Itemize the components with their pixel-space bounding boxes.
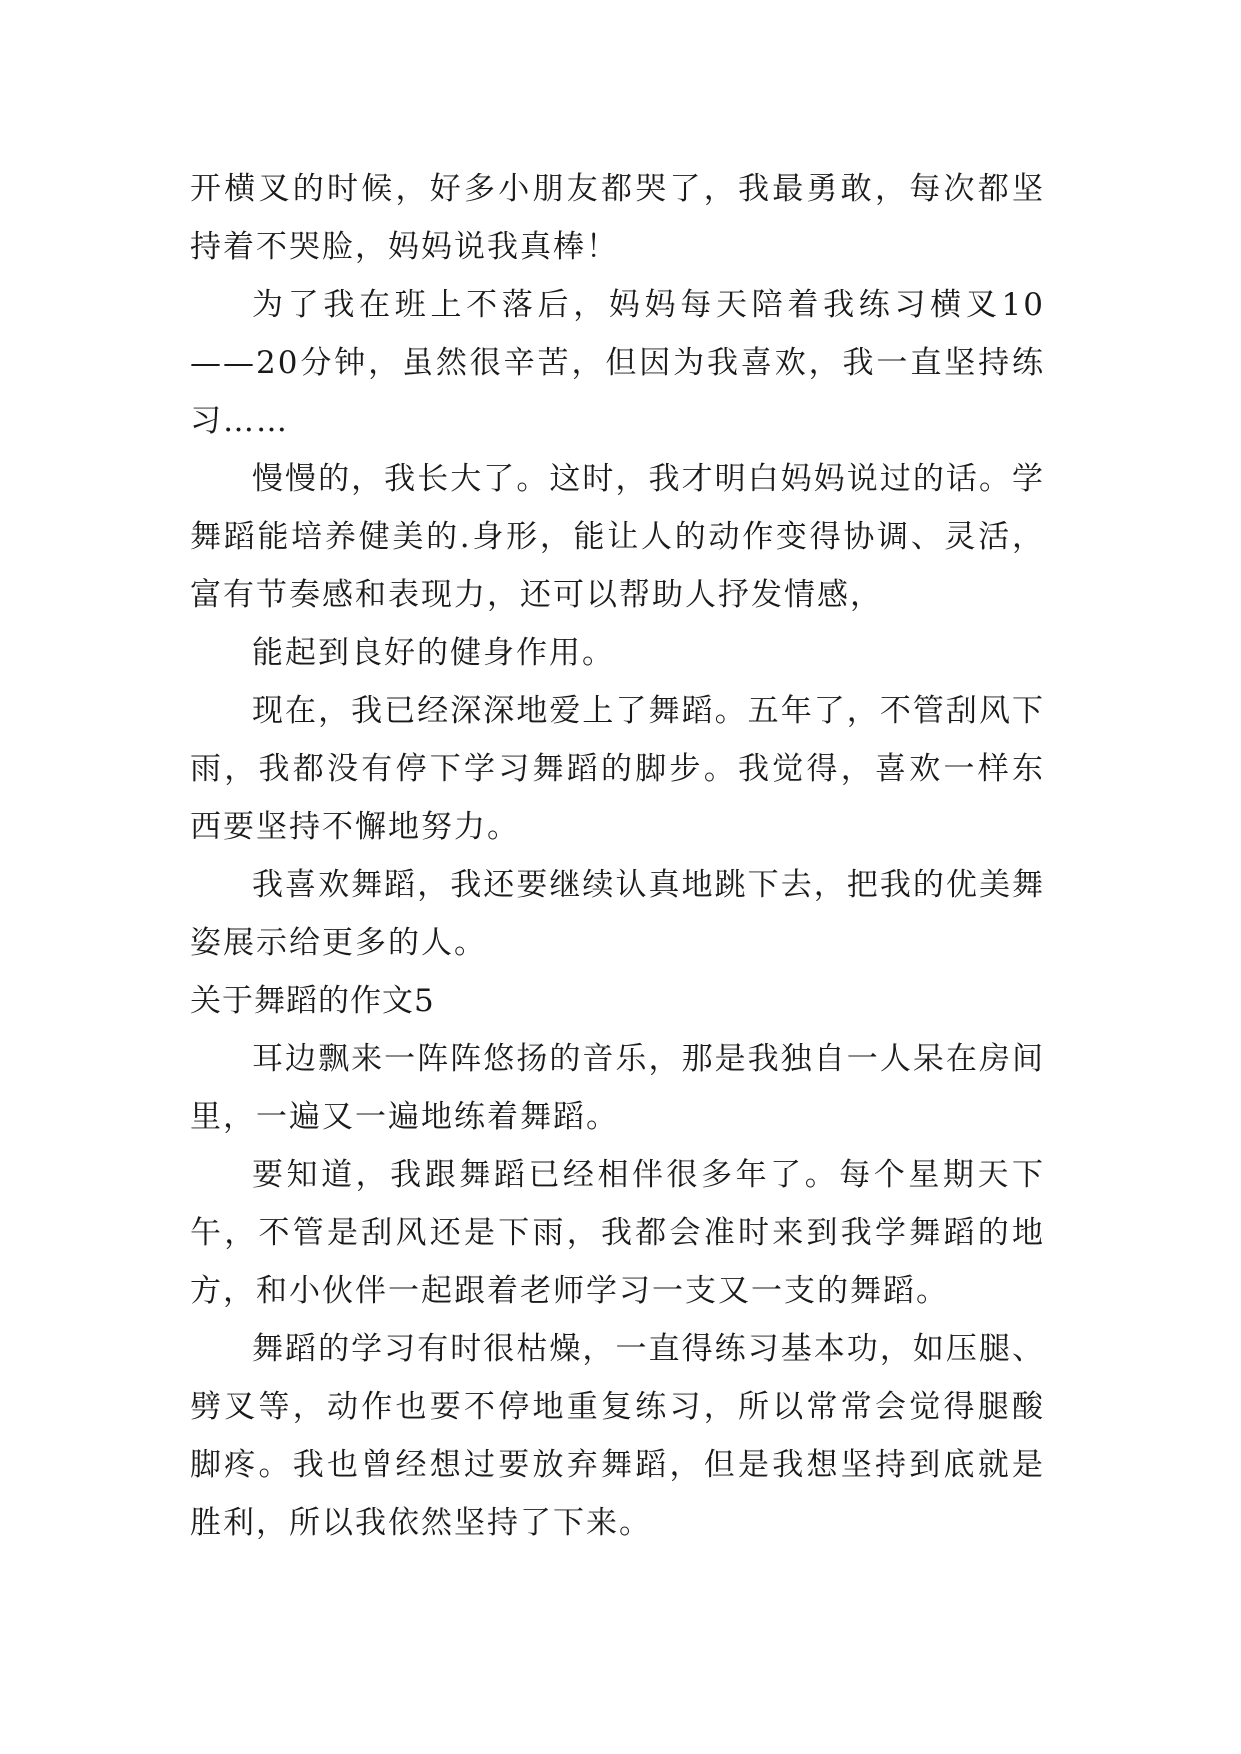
essay-body: [190, 160, 1045, 1552]
paragraph: 慢慢的，我长大了。这时，我才明白妈妈说过的话。学舞蹈能培养健美的.身形，能让人的动作变得协调、灵活，富有节奏感和表现力，还可以帮助人抒发情感，: [190, 461, 1045, 613]
section-heading: 关于舞蹈的作文5: [190, 983, 435, 1019]
paragraph: 开横叉的时候，好多小朋友都哭了，我最勇敢，每次都坚持着不哭脸，妈妈说我真棒！: [190, 171, 1045, 265]
paragraph: 耳边飘来一阵阵悠扬的音乐，那是我独自一人呆在房间里，一遍又一遍地练着舞蹈。: [190, 1041, 1045, 1135]
paragraph: 要知道，我跟舞蹈已经相伴很多年了。每个星期天下午，不管是刮风还是下雨，我都会准时来到我学舞蹈的地方，和小伙伴一起跟着老师学习一支又一支的舞蹈。: [190, 1157, 1045, 1309]
paragraph: 能起到良好的健身作用。: [252, 635, 615, 671]
paragraph: 舞蹈的学习有时很枯燥，一直得练习基本功，如压腿、劈叉等，动作也要不停地重复练习，所以常常会觉得腿酸脚疼。我也曾经想过要放弃舞蹈，但是我想坚持到底就是胜利，所以我依然坚持了下来。: [190, 1331, 1045, 1541]
paragraph: 现在，我已经深深地爱上了舞蹈。五年了，不管刮风下雨，我都没有停下学习舞蹈的脚步。我觉得，喜欢一样东西要坚持不懈地努力。: [190, 693, 1045, 845]
paragraph: 为了我在班上不落后，妈妈每天陪着我练习横叉10——20分钟，虽然很辛苦，但因为我喜欢，我一直坚持练习……: [190, 287, 1045, 439]
paragraph: 我喜欢舞蹈，我还要继续认真地跳下去，把我的优美舞姿展示给更多的人。: [190, 867, 1045, 961]
